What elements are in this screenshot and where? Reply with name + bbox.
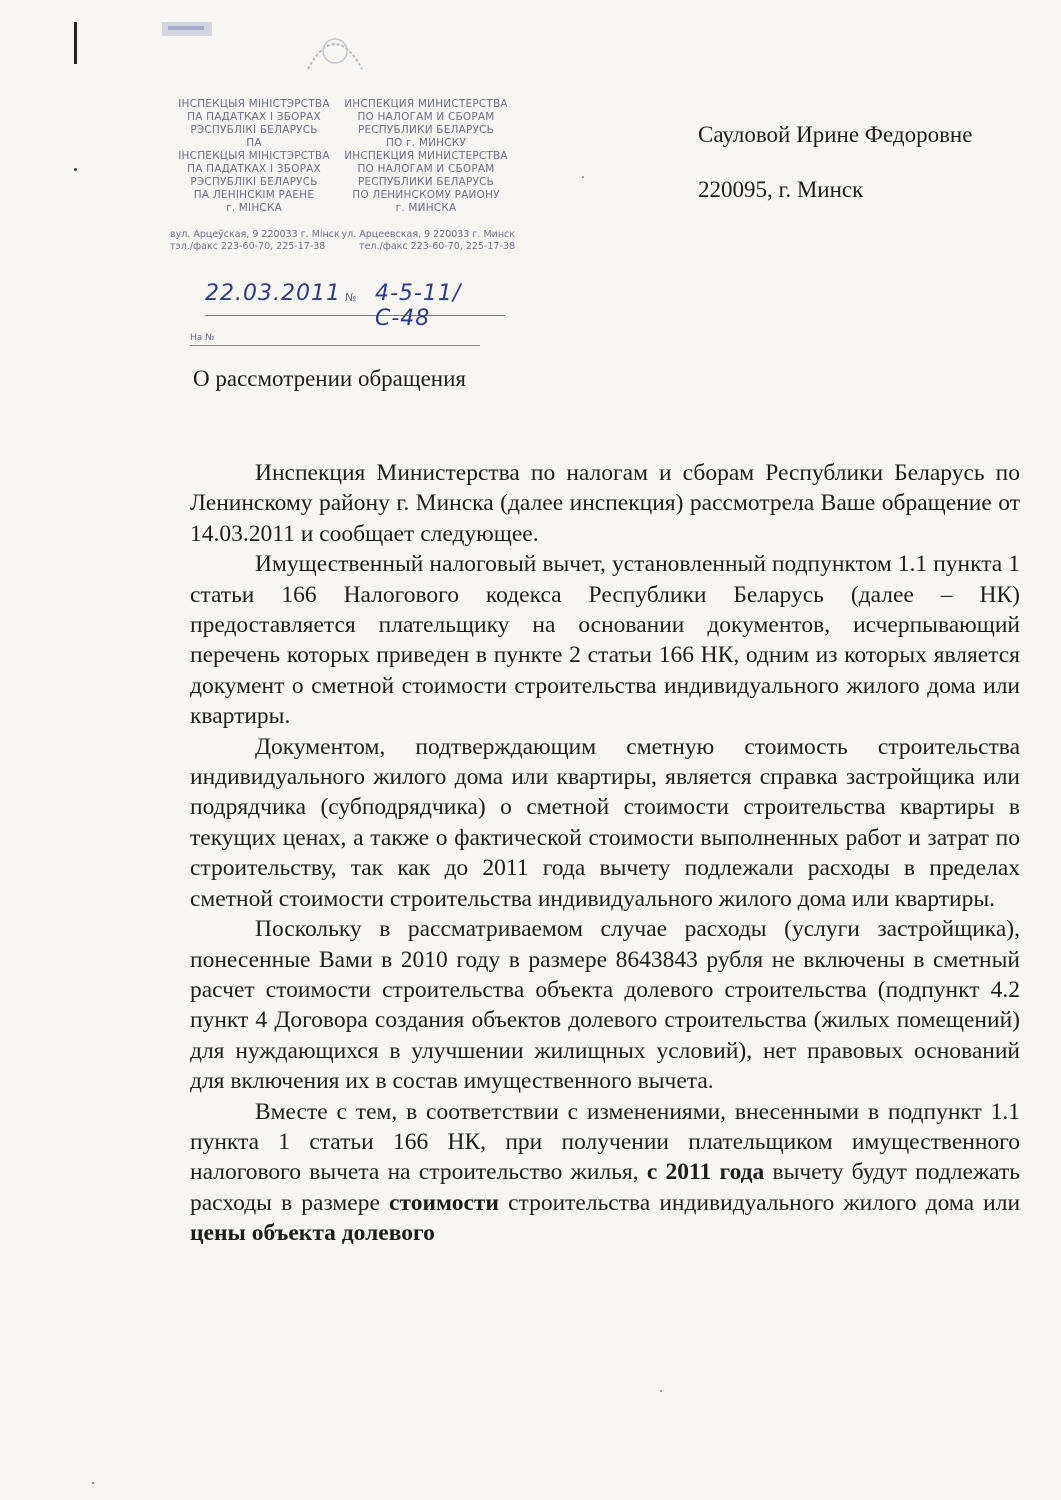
p5-text-a: Вместе с тем, в соответствии с изменениями, внесенными в подпункт 1.1 пункта 1 статьи 166 НК, при получении плательщиком имущественного налогового вычета на строительство жилья,	[190, 1098, 1020, 1186]
stamp-phone-right: тел./факс 223-60-70, 225-17-38	[359, 241, 515, 252]
issuer-stamp-block	[170, 98, 515, 348]
stamp-left-line: ПА	[246, 137, 262, 149]
stamp-phone-row	[170, 241, 515, 253]
stamp-column-belarusian	[170, 98, 338, 215]
stamp-left-line: РЭСПУБЛІКІ БЕЛАРУСЬ	[190, 124, 318, 136]
body-paragraph-1: Инспекция Министерства по налогам и сборам Республики Беларусь по Ленинскому району г. Минска (далее инспекция) рассмотрела Ваше обращение от 14.03.2011 и сообщает следующее.	[190, 460, 1020, 547]
addressee-city: 220095, г. Минск	[698, 177, 864, 202]
stamp-left-line: ПА ПАДАТКАХ І ЗБОРАХ	[187, 163, 321, 175]
scan-edge-mark	[74, 22, 77, 64]
stamp-right-line: РЕСПУБЛИКИ БЕЛАРУСЬ	[357, 124, 495, 136]
stamp-right-line: ИНСПЕКЦИЯ МИНИСТЕРСТВА	[344, 150, 508, 162]
stamp-left-line: ІНСПЕКЦЫЯ МІНІСТЭРСТВА	[178, 98, 330, 110]
stamp-address-right: ул. Арцеевская, 9 220033 г. Минск	[341, 229, 515, 240]
stamp-right-line: РЕСПУБЛИКИ БЕЛАРУСЬ	[357, 176, 495, 188]
stamp-right-line: ПО НАЛОГАМ И СБОРАМ	[357, 111, 495, 123]
state-emblem-icon	[300, 25, 370, 73]
letter-subject: О рассмотрении обращения	[193, 366, 466, 391]
stamp-right-line: ПО ЛЕНИНСКОМУ РАЙОНУ	[352, 189, 500, 201]
stamp-left-line: ПА ЛЕНІНСКІМ РАЁНЕ	[193, 189, 315, 201]
scan-speck	[92, 1482, 94, 1484]
registration-number: 4-5-11/С-48	[375, 281, 462, 331]
body-paragraph-2: Имущественный налоговый вычет, установленный подпунктом 1.1 пункта 1 статьи 166 Налогового кодекса Республики Беларусь (далее – НК) предоставляется плательщику на основании документов, исчерпывающий перечень которых приведен в пункте 2 статьи 166 НК, одним из которых является документ о сметной стоимости строительства индивидуального жилого дома или квартиры.	[190, 551, 1020, 730]
stamp-right-line: ИНСПЕКЦИЯ МИНИСТЕРСТВА	[344, 98, 508, 110]
stamp-phone-left: тэл./факс 223-60-70, 225-17-38	[170, 241, 326, 252]
stamp-right-line: ПО г. МИНСКУ	[385, 137, 467, 149]
addressee-name: Сауловой Ирине Федоровне	[698, 122, 973, 147]
scan-speck	[582, 176, 584, 178]
reference-row	[190, 333, 480, 346]
stamp-left-line: РЭСПУБЛІКІ БЕЛАРУСЬ	[190, 176, 318, 188]
faded-logo-icon	[160, 18, 220, 40]
p5-bold-price: цены объекта долевого	[190, 1220, 435, 1247]
registration-number-label: №	[345, 291, 357, 304]
stamp-right-line: г. МИНСКА	[395, 202, 457, 214]
body-paragraph-3: Документом, подтверждающим сметную стоимость строительства индивидуального жилого дома или квартиры, является справка застройщика или подрядчика (субподрядчика) о сметной стоимости строительства квартиры в текущих ценах, а также о фактической стоимости выполненных работ и затрат по строительству, так как до 2011 года вычету подлежали расходы в пределах сметной стоимости строительства индивидуального жилого дома или квартиры.	[190, 733, 1020, 912]
stamp-right-line: ПО НАЛОГАМ И СБОРАМ	[357, 163, 495, 175]
letter-body	[190, 458, 1020, 1249]
p5-bold-year: с 2011 года	[646, 1159, 765, 1186]
stamp-left-line: г. МІНСКА	[225, 202, 282, 214]
stamp-left-line: ПА ПАДАТКАХ І ЗБОРАХ	[187, 111, 321, 123]
p5-text-c: вычету будут подлежать расходы в размере	[190, 1159, 1020, 1216]
p5-text-e: строительства индивидуального жилого дома или	[508, 1189, 1021, 1216]
registration-date: 22.03.2011	[205, 281, 341, 306]
body-paragraph-4: Поскольку в рассматриваемом случае расходы (услуги застройщика), понесенные Вами в 2010 году в размере 8643843 рубля не включены в сметный расчет стоимости строительства объекта долевого строительства (подпункт 4.2 пункт 4 Договора создания объектов долевого строительства (жилых помещений) для нуждающихся в улучшении жилищных условий), нет правовых оснований для включения их в состав имущественного вычета.	[190, 916, 1020, 1095]
addressee-block	[698, 122, 972, 232]
stamp-column-russian	[342, 98, 510, 215]
body-paragraph-5	[190, 1097, 1020, 1249]
scan-speck	[74, 168, 77, 171]
p5-bold-cost: стоимости	[389, 1189, 499, 1216]
reference-label: На №	[190, 333, 215, 343]
scan-speck	[660, 1390, 662, 1392]
stamp-left-line: ІНСПЕКЦЫЯ МІНІСТЭРСТВА	[178, 150, 330, 162]
registration-row	[205, 281, 505, 331]
stamp-address-row	[170, 229, 515, 241]
stamp-address-left: вул. Арцеўская, 9 220033 г. Мінск	[170, 229, 340, 240]
